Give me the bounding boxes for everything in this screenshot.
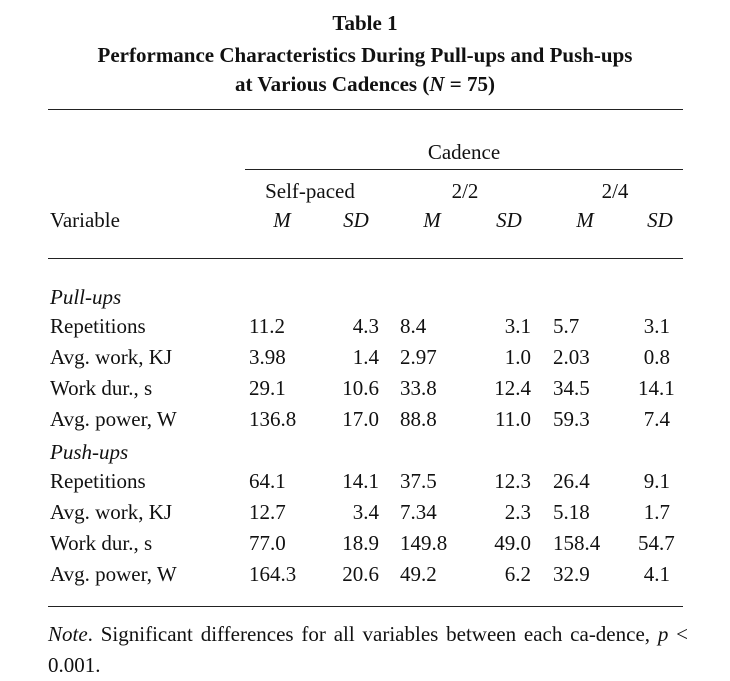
table-cell: 149.8	[400, 531, 448, 555]
note-label: Note	[48, 622, 88, 646]
table-cell: 29.1	[249, 376, 286, 400]
stat-label-2-2-mean: M	[423, 208, 441, 232]
table-cell: 20.6	[342, 562, 379, 586]
stat-label-2-4-sd: SD	[647, 208, 673, 232]
cadence-spanner: Cadence	[427, 140, 501, 164]
sample-size-variable: N	[429, 72, 445, 96]
table-cell: 2.03	[553, 345, 590, 369]
table-cell: 88.8	[400, 407, 437, 431]
table-cell: 33.8	[400, 376, 437, 400]
bottom-rule	[48, 606, 683, 607]
p-value-variable: p	[657, 622, 669, 646]
table-cell: 12.4	[494, 376, 531, 400]
table-cell: 77.0	[249, 531, 286, 555]
table-cell: 11.0	[495, 407, 531, 431]
table-cell: 14.1	[638, 376, 675, 400]
table-cell: 59.3	[553, 407, 590, 431]
group-header-self-paced: Self-paced	[265, 179, 355, 203]
title-prefix: at Various Cadences (	[235, 72, 430, 96]
row-label: Avg. power, W	[50, 407, 177, 431]
row-label: Avg. work, KJ	[50, 345, 173, 369]
table-cell: 7.4	[643, 407, 670, 431]
table-cell: 3.1	[504, 314, 531, 338]
table-cell: 54.7	[638, 531, 675, 555]
table-label: Table 1	[332, 11, 398, 35]
table-cell: 12.7	[249, 500, 286, 524]
table-title: Performance Characteristics During Pull-ups and Push-ups	[97, 43, 633, 67]
table-cell: 2.3	[504, 500, 531, 524]
stat-label-2-4-mean: M	[576, 208, 594, 232]
table-cell: 64.1	[249, 469, 286, 493]
section-heading: Pull-ups	[50, 285, 122, 309]
table-cell: 4.3	[352, 314, 379, 338]
table-cell: 6.2	[504, 562, 531, 586]
table-cell: 9.1	[643, 469, 670, 493]
stat-label-self-paced-mean: M	[273, 208, 291, 232]
top-rule	[48, 109, 683, 110]
row-label: Repetitions	[50, 469, 146, 493]
note-text-end: < 0.001.	[48, 622, 689, 677]
table-cell: 26.4	[553, 469, 590, 493]
table-cell: 158.4	[553, 531, 601, 555]
row-label: Avg. power, W	[50, 562, 177, 586]
table-cell: 164.3	[249, 562, 297, 586]
table-cell: 17.0	[342, 407, 379, 431]
table-cell: 1.0	[504, 345, 531, 369]
table-cell: 0.8	[643, 345, 670, 369]
table-cell: 14.1	[342, 469, 379, 493]
table-cell: 5.7	[553, 314, 580, 338]
table-cell: 4.1	[643, 562, 670, 586]
stub-header-variable: Variable	[50, 208, 120, 232]
row-label: Work dur., s	[50, 531, 153, 555]
table-cell: 3.98	[249, 345, 286, 369]
table-cell: 49.0	[494, 531, 531, 555]
table-cell: 12.3	[494, 469, 531, 493]
table-cell: 8.4	[400, 314, 427, 338]
table-cell: 1.4	[352, 345, 379, 369]
note-text: . Significant differences for all variables between each ca-dence,	[87, 622, 658, 646]
spanner-rule	[245, 169, 683, 170]
table-cell: 3.1	[643, 314, 670, 338]
group-header-2-2: 2/2	[451, 179, 479, 203]
table-cell: 2.97	[400, 345, 437, 369]
table-cell: 49.2	[400, 562, 437, 586]
table-cell: 18.9	[342, 531, 379, 555]
table-cell: 37.5	[400, 469, 437, 493]
stat-label-self-paced-sd: SD	[343, 208, 369, 232]
section-heading: Push-ups	[50, 440, 129, 464]
table-cell: 11.2	[249, 314, 285, 338]
group-header-2-4: 2/4	[601, 179, 629, 203]
table-cell: 1.7	[643, 500, 670, 524]
table-cell: 3.4	[352, 500, 379, 524]
table-cell: 34.5	[553, 376, 590, 400]
table-note	[48, 619, 688, 681]
row-label: Repetitions	[50, 314, 146, 338]
table-title-line2	[0, 69, 730, 99]
row-label: Avg. work, KJ	[50, 500, 173, 524]
header-rule	[48, 258, 683, 259]
table-cell: 136.8	[249, 407, 297, 431]
row-label: Work dur., s	[50, 376, 153, 400]
title-suffix: = 75)	[444, 72, 495, 96]
table-cell: 32.9	[553, 562, 590, 586]
table-cell: 7.34	[400, 500, 437, 524]
table-cell: 5.18	[553, 500, 590, 524]
table-cell: 10.6	[342, 376, 379, 400]
stat-label-2-2-sd: SD	[496, 208, 522, 232]
